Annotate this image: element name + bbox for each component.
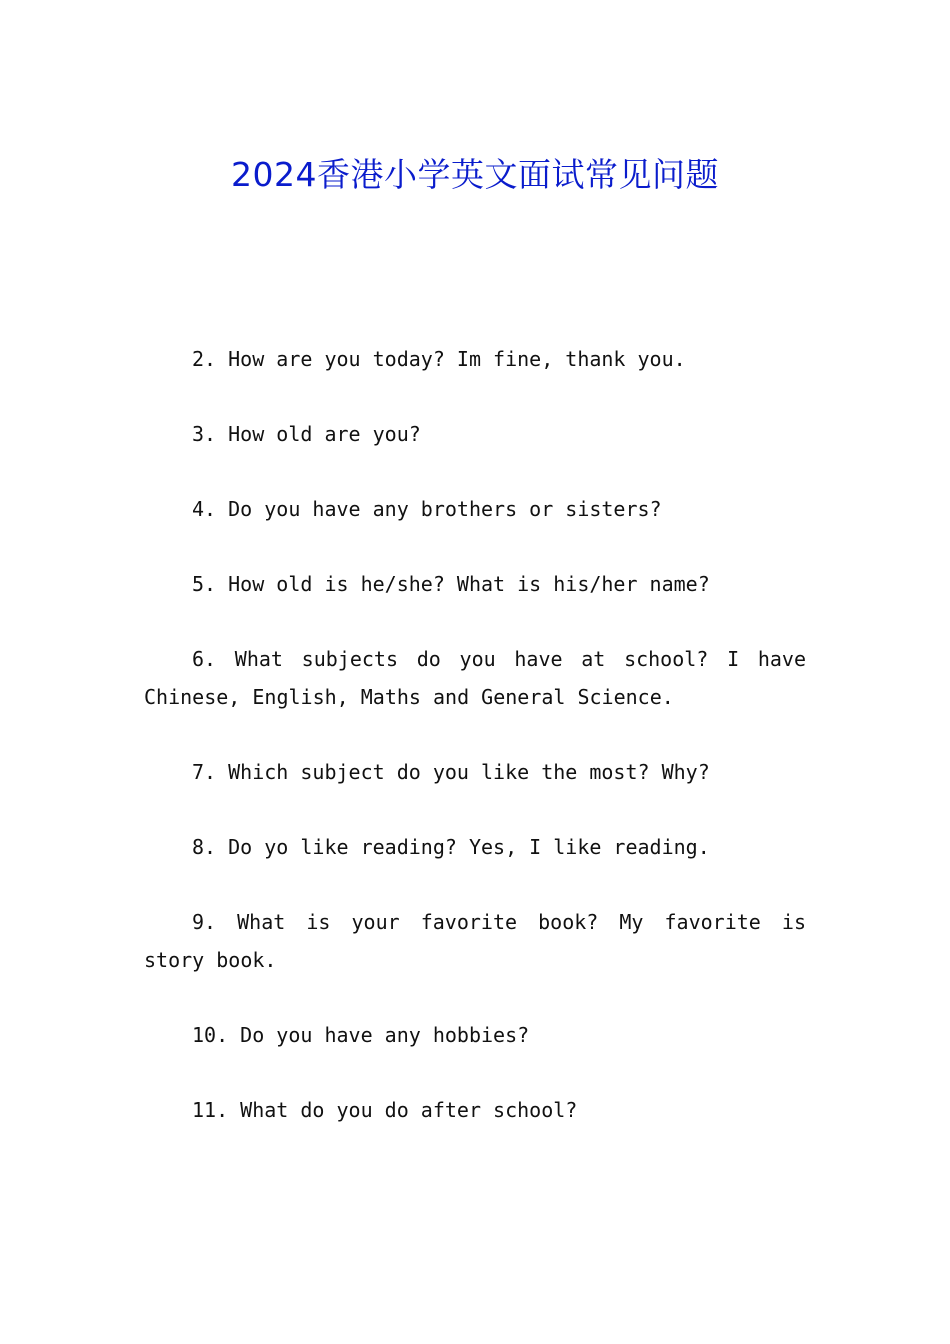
- list-item: 2. How are you today? Im fine, thank you.: [192, 347, 686, 371]
- list-item: 4. Do you have any brothers or sisters?: [192, 497, 662, 521]
- list-item: 3. How old are you?: [192, 422, 421, 446]
- question-list: [144, 340, 806, 1129]
- list-item: 9. What is your favorite book? My favorite is story book.: [144, 910, 806, 972]
- list-item: 7. Which subject do you like the most? Why?: [192, 760, 710, 784]
- list-item: 10. Do you have any hobbies?: [192, 1023, 530, 1047]
- list-item: 8. Do yo like reading? Yes, I like reading.: [192, 835, 710, 859]
- document-title: 2024香港小学英文面试常见问题: [231, 155, 719, 195]
- list-item: 11. What do you do after school?: [192, 1098, 578, 1122]
- list-item: 5. How old is he/she? What is his/her name?: [192, 572, 710, 596]
- list-item: 6. What subjects do you have at school? I have Chinese, English, Maths and General Science.: [144, 647, 806, 709]
